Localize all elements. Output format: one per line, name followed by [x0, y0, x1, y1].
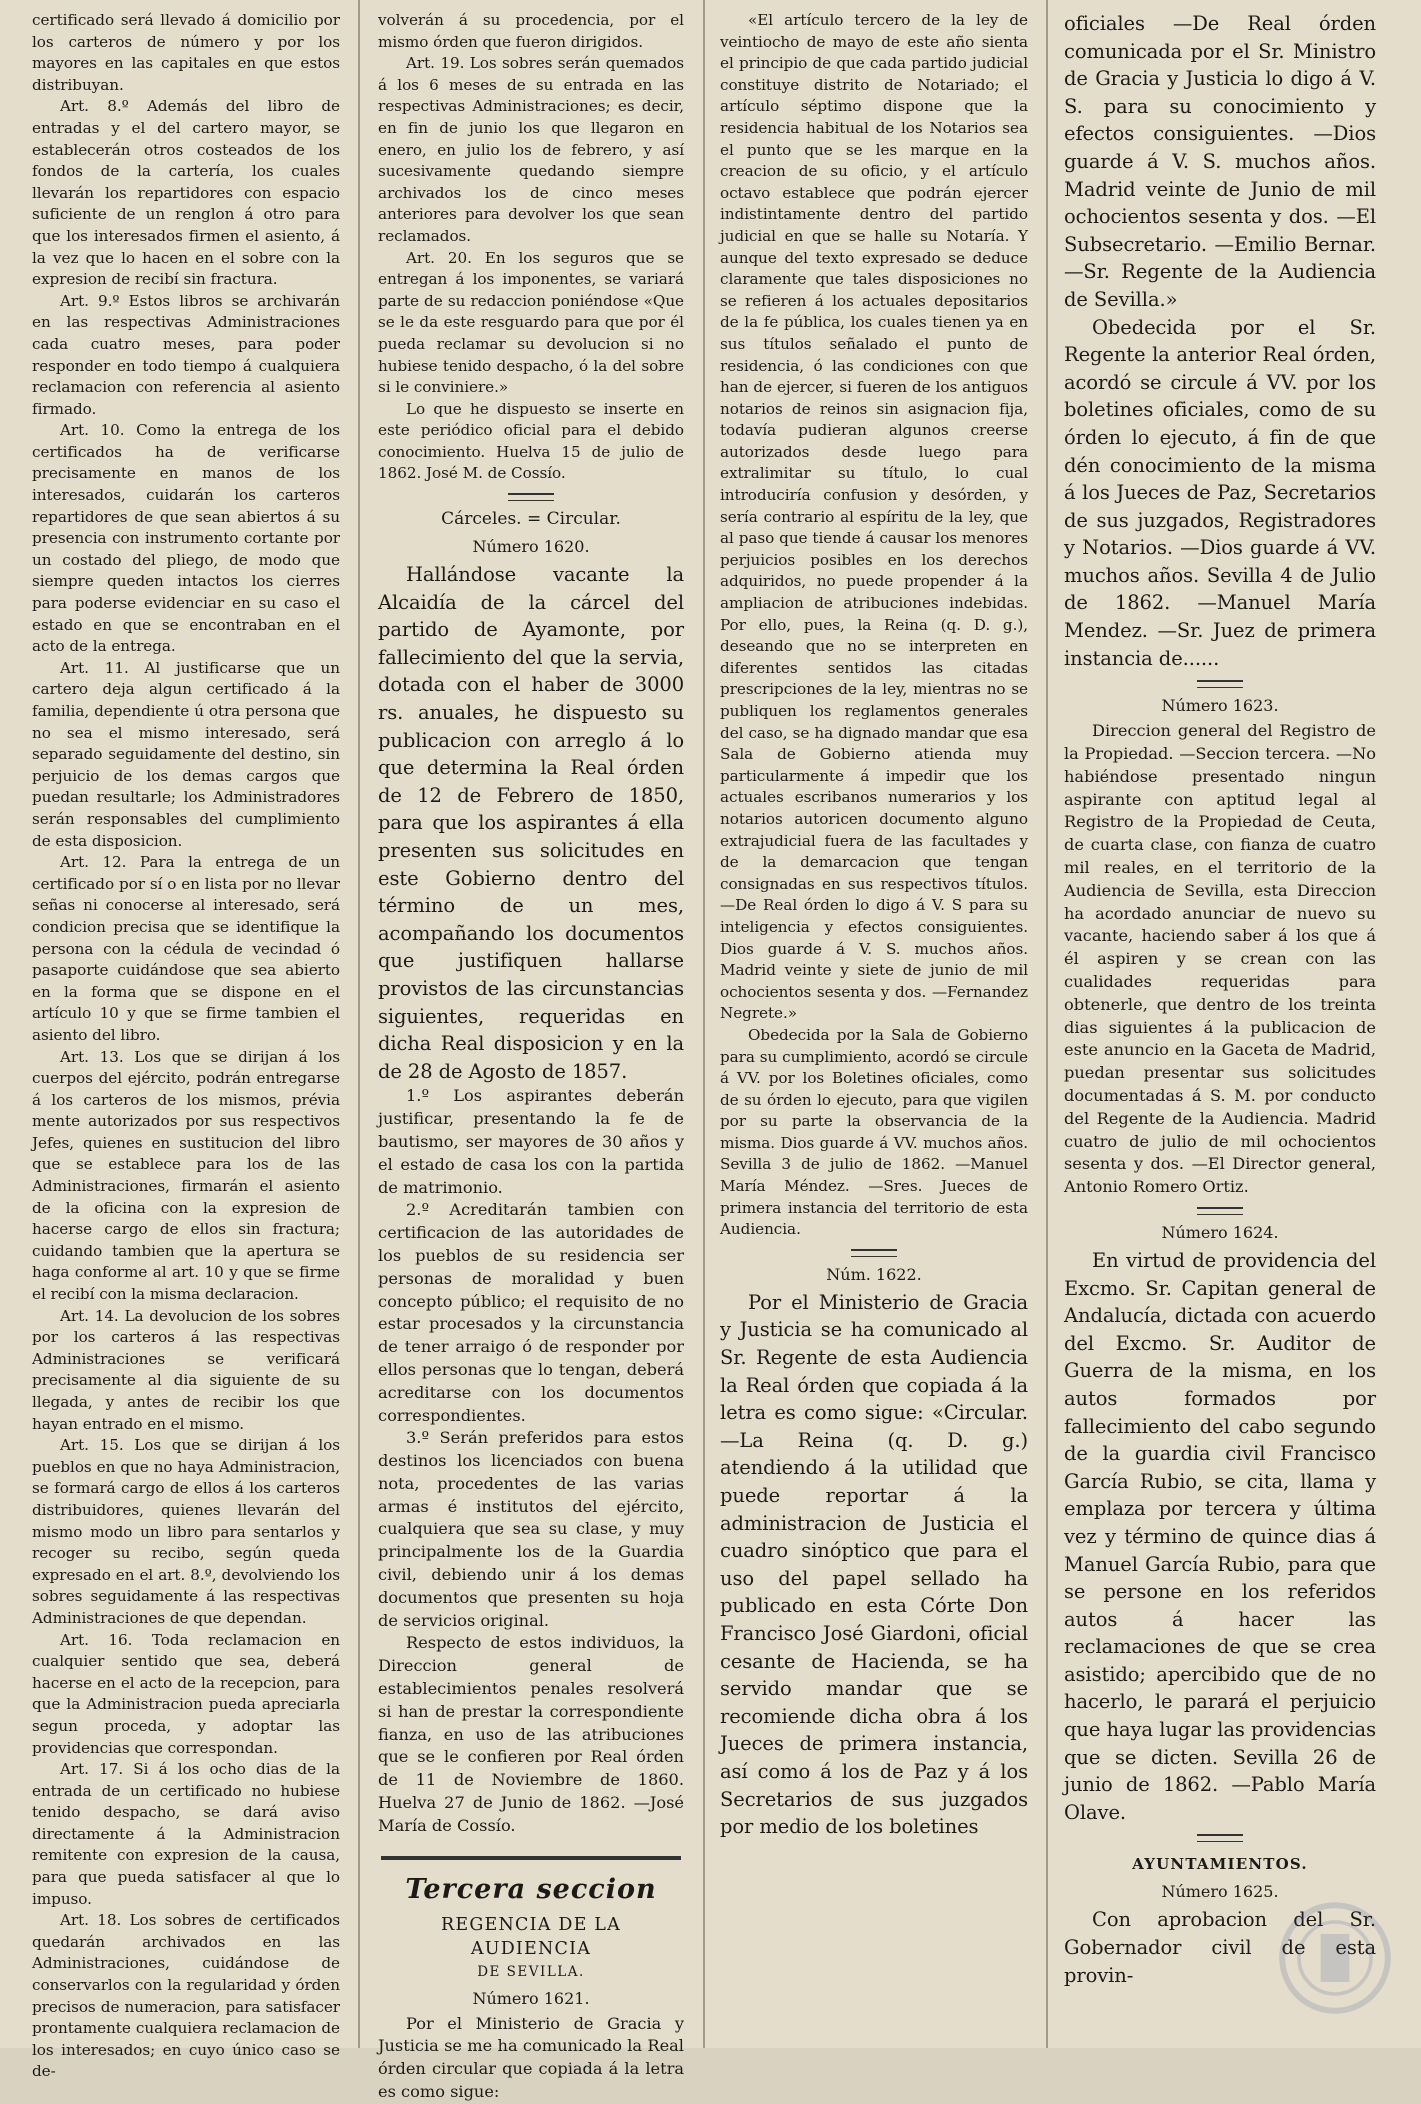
notice-number: Número 1620. — [472, 537, 590, 557]
library-stamp-icon — [1275, 1898, 1395, 2018]
article-20: Art. 20. En los seguros que se entregan á los imponentes, se variará parte de su redaccion poniéndose «Que se le da este resguardo para que por él pueda reclamar su devolucion si no hubiese tenido despacho, ó la del sobre si le conviniere.» — [378, 248, 684, 397]
notice-number: Número 1621. — [472, 1988, 590, 2008]
notice-number: Número 1623. — [1161, 696, 1279, 716]
paragraph: 3.º Serán preferidos para estos destinos los licenciados con buena nota, procedentes de las varias armas é institutos del ejército, cualquiera que sea su clase, y muy principalmente los de la Guardia civil, debiendo unir á los demas documentos que presenten su hoja de servicios original. — [378, 1428, 684, 1630]
paragraph: Por el Ministerio de Gracia y Justicia se me ha comunicado la Real órden circular que copiada á la letra es como sigue: — [378, 2013, 684, 2102]
paragraph: Con aprobacion del Sr. Gobernador civil de esta provin- — [1064, 1908, 1376, 1987]
notice-number: Número 1624. — [1161, 1222, 1279, 1242]
paragraph: Obedecida por el Sr. Regente la anterior Real órden, acordó se circule á VV. por los boletines oficiales, como de su órden lo ejecuto, á fin de que dén conocimiento de la misma á los Jueces de Paz, Secretarios de sus juzgados, Registradores y Notarios. —Dios guarde á VV. muchos años. Sevilla 4 de Julio de 1862. —Manuel María Mendez. —Sr. Juez de primera instancia de...... — [1064, 315, 1376, 670]
article-17: Art. 17. Si á los ocho dias de la entrada de un certificado no hubiese tenido despacho, se dará aviso directamente á la Administracion remitente con expresion de la causa, para que pueda satisfacer al que lo impuso. — [32, 1760, 340, 1908]
section-heading: Cárceles. = Circular. — [441, 509, 621, 530]
article-10: Art. 10. Como la entrega de los certificados ha de verificarse precisamente en manos de los interesados, cuidarán los carteros repartidores de que sean abiertos á su presencia con instrumento cortante por un costado del pliego, de modo que siempre queden intactos los cierres para poderse evidenciar en su caso el estado en que se encontraban en el acto de la entrega. — [32, 421, 340, 656]
paragraph: Por el Ministerio de Gracia y Justicia se ha comunicado al Sr. Regente de esta Audiencia la Real órden que copiada á la letra es como sigue: «Circular. —La Reina (q. D. g.) atendiendo á la utilidad que puede reportar á la administracion de Justicia el cuadro sinóptico que para el uso del papel sellado ha publicado en esta Córte Don Francisco José Giardoni, oficial cesante de Hacienda, se ha servido mandar que se recomiende dicha obra á los Jueces de primera instancia, así como á los de Paz y á los Secretarios de sus juzgados por medio de los boletines — [720, 1290, 1028, 1839]
article-14: Art. 14. La devolucion de los sobres por los carteros á las respectivas Administraciones se verificará precisamente al dia siguiente de su llegada, y antes de recibir los que hayan entrado en el mismo. — [32, 1306, 340, 1433]
section-rule — [381, 1856, 681, 1860]
heading: AYUNTAMIENTOS. — [1132, 1855, 1308, 1874]
paragraph: oficiales —De Real órden comunicada por el Sr. Ministro de Gracia y Justicia lo digo á V. S. para su conocimiento y efectos consiguientes. —Dios guarde á V. S. muchos años. Madrid veinte de Junio de mil ochocientos sesenta y dos. —El Subsecretario. —Emilio Bernar. —Sr. Regente de la Audiencia de Sevilla.» — [1064, 12, 1376, 311]
notice-number: Núm. 1622. — [826, 1264, 922, 1284]
heading: REGENCIA DE LA AUDIENCIA — [441, 1914, 621, 1959]
column-2 — [378, 10, 684, 2102]
article-11: Art. 11. Al justificarse que un cartero deja algun certificado á la familia, dependiente ú otra persona que no sea el mismo interesado, será separado seguidamente del destino, sin perjuicio de los demas cargos que puedan resultarle; los Administradores serán responsables del cumplimiento de esta disposicion. — [32, 658, 340, 850]
notice-number: Número 1625. — [1161, 1882, 1279, 1902]
paragraph: «El artículo tercero de la ley de veintiocho de mayo de este año sienta el principio de que cada partido judicial constituye distrito de Notariado; el artículo séptimo dispone que la residencia habitual de los Notarios sea el punto que se les marque en la creacion de su oficio, y el artículo octavo establece que podrán ejercer indistintamente dentro del partido judicial en que se halle su Notaría. Y aunque del texto expresado se deduce claramente que tales disposiciones no se refieren á los actuales depositarios de la fe pública, los cuales tienen ya en sus títulos señalado el punto de residencia, ó las condiciones con que han de ejercer, si fueren de los antiguos notarios de reinos sin asignacion fija, todavía pudieran algunos creerse autorizados desde luego para extralimitar su título, lo cual introduciría confusion y desórden, y sería contrario al espíritu de la ley, que al paso que tiende á causar los menores perjuicios posibles en los derechos adquiridos, no puede propender á la ampliacion de atribuciones indebidas. Por ello, pues, la Reina (q. D. g.), deseando que no se interpreten en diferentes sentidos las citadas prescripciones de la ley, mientras no se publiquen los reglamentos generales del caso, se ha dignado mandar que esa Sala de Gobierno atienda muy particularmente á impedir que los actuales escribanos numerarios y los notarios autoricen documento alguno extrajudicial fuera de las facultades y de la demarcacion que tengan consignadas en sus respectivos títulos.—De Real órden lo digo á V. S para su inteligencia y efectos consiguientes. Dios guarde á V. S. muchos años. Madrid veinte y siete de junio de mil ochocientos sesenta y dos. —Fernandez Negrete.» — [720, 11, 1028, 1023]
article-18: Art. 18. Los sobres de certificados quedarán archivados en las Administraciones, cuidándose de conservarlos con la regularidad y órden precisos de numeracion, para satisfacer prontamente cualquiera reclamacion de los interesados; en cuyo único caso se de- — [32, 1911, 340, 2081]
article-12: Art. 12. Para la entrega de un certificado por sí o en lista por no llevar señas ni conocerse al interesado, será condicion precisa que se identifique la persona con la cédula de vecindad ó pasaporte cuidándose que sea abierto en la forma que se dispone en el artículo 10 y que se firme tambien el asiento del libro. — [32, 853, 340, 1044]
separator — [851, 1249, 897, 1257]
section-title: Tercera seccion — [405, 1873, 657, 1905]
separator — [1197, 680, 1243, 688]
separator — [1197, 1207, 1243, 1215]
paragraph: certificado será llevado á domicilio por los carteros de número y por los mayores en las capitales en que estos distribuyan. — [32, 11, 340, 94]
article-15: Art. 15. Los que se dirijan á los pueblos en que no haya Administracion, se formará cargo de ellos á los carteros distribuidores, quienes llevarán del mismo modo un libro para sentarlos y recoger su recibo, según queda expresado en el art. 8.º, devolviendo los sobres seguidamente á las respectivas Administraciones de que dependan. — [32, 1436, 340, 1627]
paragraph: volverán á su procedencia, por el mismo órden que fueron dirigidos. — [378, 11, 684, 51]
article-16: Art. 16. Toda reclamacion en cualquier sentido que sea, deberá hacerse en el acto de la recepcion, para que la Administracion pueda apreciarla segun proceda, y adoptar las providencias que correspondan. — [32, 1630, 340, 1757]
paragraph: Respecto de estos individuos, la Direccion general de establecimientos penales resolverá si han de prestar la correspondiente fianza, en uso de las atribuciones que se le confieren por Real órden de 11 de Noviembre de 1860. Huelva 27 de Junio de 1862. —José María de Cossío. — [378, 1633, 684, 1835]
column-1 — [32, 10, 340, 2081]
subheading: DE SEVILLA. — [477, 1963, 585, 1980]
closing-paragraph: Lo que he dispuesto se inserte en este periódico oficial para el debido conocimiento. Huelva 15 de julio de 1862. José M. de Cossío. — [378, 399, 684, 483]
paragraph: Hallándose vacante la Alcaidía de la cárcel del partido de Ayamonte, por fallecimiento del que la servia, dotada con el haber de 3000 rs. anuales, he dispuesto su publicacion con arreglo á lo que determina la Real órden de 12 de Febrero de 1850, para que los aspirantes á ella presenten sus solicitudes en este Gobierno dentro del término de un mes, acompañando los documentos que justifiquen hallarse provistos de las circunstancias siguientes, requeridas en dicha Real disposicion y en la de 28 de Agosto de 1857. — [378, 563, 684, 1083]
paragraph: Direccion general del Registro de la Propiedad. —Seccion tercera. —No habiéndose presentado ningun aspirante con aptitud legal al Registro de la Propiedad de Ceuta, de cuarta clase, con fianza de cuatro mil reales, en el territorio de la Audiencia de Sevilla, esta Direccion ha acordado anunciar de nuevo su vacante, haciendo saber á los que á él aspiren y se crean con las cualidades requeridas para obtenerle, que dentro de los treinta dias siguientes á la publicacion de este anuncio en la Gaceta de Madrid, puedan presentar sus solicitudes documentadas á S. M. por conducto del Regente de la Audiencia. Madrid cuatro de julio de mil ochocientos sesenta y dos. —El Director general, Antonio Romero Ortiz. — [1064, 721, 1376, 1197]
column-rule — [1046, 0, 1048, 2048]
column-rule — [358, 0, 360, 2048]
column-rule — [703, 0, 705, 2048]
column-3 — [720, 10, 1028, 2040]
column-4 — [1064, 10, 1376, 2040]
paragraph: En virtud de providencia del Excmo. Sr. Capitan general de Andalucía, dictada con acuerdo del Excmo. Sr. Auditor de Guerra de la misma, en los autos formados por fallecimiento del cabo segundo de la guardia civil Francisco García Rubio, se cita, llama y emplaza por tercera y última vez y término de quince dias á Manuel García Rubio, para que se persone en los referidos autos á hacer las reclamaciones de que se crea asistido; apercibido que de no hacerlo, le parará el perjuicio que haya lugar las providencias que se dicten. Sevilla 26 de junio de 1862. —Pablo María Olave. — [1064, 1248, 1376, 1824]
article-8: Art. 8.º Además del libro de entradas y el del cartero mayor, se establecerán otros costeados de los fondos de la cartería, los cuales llevarán los repartidores con espacio suficiente de un renglon á otro para que los interesados firmen el asiento, á la vez que lo hacen en el sobre con la expresion de recibí sin fractura. — [32, 97, 340, 289]
paragraph: 1.º Los aspirantes deberán justificar, presentando la fe de bautismo, ser mayores de 30 años y el estado de casa los con la partida de matrimonio. — [378, 1086, 684, 1197]
article-9: Art. 9.º Estos libros se archivarán en las respectivas Administraciones cada cuatro meses, para poder responder en todo tiempo á cualquiera reclamacion con referencia al asiento firmado. — [32, 291, 340, 418]
separator — [1197, 1834, 1243, 1842]
separator — [508, 493, 554, 501]
paragraph: Obedecida por la Sala de Gobierno para su cumplimiento, acordó se circule á VV. por los Boletines oficiales, como de su órden lo ejecuto, para que vigilen por su parte la observancia de la misma. Dios guarde á VV. muchos años. Sevilla 3 de julio de 1862. —Manuel María Méndez. —Sres. Jueces de primera instancia del territorio de esta Audiencia. — [720, 1025, 1028, 1239]
paragraph: 2.º Acreditarán tambien con certificacion de las autoridades de los pueblos de su residencia ser personas de moralidad y buen concepto público; el requisito de no estar procesados y la circunstancia de tener arraigo ó de responder por ellos personas que lo tengan, deberá acreditarse con los documentos correspondientes. — [378, 1200, 684, 1425]
article-19: Art. 19. Los sobres serán quemados á los 6 meses de su entrada en las respectivas Administraciones; es decir, en fin de junio los que llegaron en enero, en julio los de febrero, y así sucesivamente quedando siempre archivados los de cinco meses anteriores para devolver los que sean reclamados. — [378, 54, 684, 245]
article-13: Art. 13. Los que se dirijan á los cuerpos del ejército, podrán entregarse á los carteros de los mismos, prévia mente autorizados por sus respectivos Jefes, quienes en sustitucion del libro que se establece para los de las Administraciones, firmarán el asiento de la oficina con la expresion de hacerse cargo de ellos sin fractura; cuidando tambien que la apertura se haga conforme al art. 10 y que se firme el recibí con la misma declaracion. — [32, 1047, 340, 1304]
